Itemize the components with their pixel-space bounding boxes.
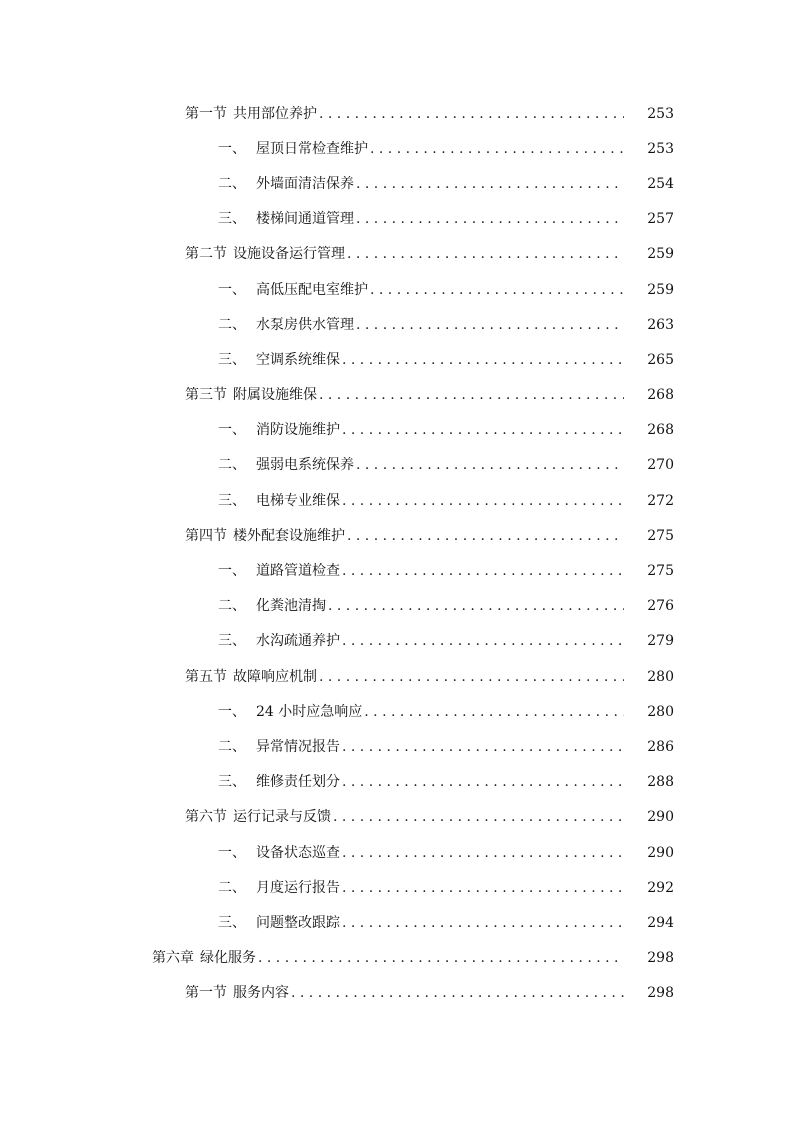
toc-entry-title: 绿化服务 bbox=[200, 950, 256, 967]
toc-dot-leader bbox=[370, 281, 624, 299]
toc-entry[interactable] bbox=[0, 800, 793, 835]
toc-entry[interactable] bbox=[0, 835, 793, 870]
toc-entry-number: 第二节 bbox=[185, 246, 227, 263]
toc-entry[interactable] bbox=[0, 342, 793, 377]
toc-dot-leader bbox=[342, 562, 624, 580]
toc-entry-title: 屋顶日常检查维护 bbox=[256, 140, 368, 157]
toc-entry[interactable] bbox=[0, 870, 793, 905]
toc-entry-page: 257 bbox=[647, 211, 674, 228]
toc-entry-number: 第五节 bbox=[185, 668, 227, 685]
toc-entry[interactable] bbox=[0, 272, 793, 307]
toc-entry[interactable] bbox=[0, 905, 793, 940]
toc-entry-title: 附属设施维保 bbox=[233, 387, 317, 404]
toc-entry-page: 253 bbox=[647, 105, 674, 122]
toc-entry-number: 一、 bbox=[218, 563, 246, 580]
toc-dot-leader bbox=[291, 984, 624, 1002]
toc-entry[interactable] bbox=[0, 729, 793, 764]
table-of-contents bbox=[0, 96, 793, 1011]
toc-entry-number: 三、 bbox=[218, 492, 246, 509]
toc-dot-leader bbox=[319, 668, 624, 686]
toc-entry-title: 异常情况报告 bbox=[256, 738, 340, 755]
toc-entry[interactable] bbox=[0, 659, 793, 694]
toc-entry-title: 故障响应机制 bbox=[233, 668, 317, 685]
toc-entry-page: 270 bbox=[647, 457, 674, 474]
toc-dot-leader bbox=[342, 773, 624, 791]
toc-entry-number: 一、 bbox=[218, 281, 246, 298]
toc-entry[interactable] bbox=[0, 483, 793, 518]
toc-entry-page: 268 bbox=[647, 422, 674, 439]
toc-entry-page: 275 bbox=[647, 563, 674, 580]
toc-entry[interactable] bbox=[0, 976, 793, 1011]
toc-entry-title: 楼梯间通道管理 bbox=[256, 211, 354, 228]
toc-dot-leader bbox=[342, 738, 624, 756]
toc-entry[interactable] bbox=[0, 378, 793, 413]
toc-entry[interactable] bbox=[0, 202, 793, 237]
toc-entry[interactable] bbox=[0, 166, 793, 201]
toc-entry[interactable] bbox=[0, 941, 793, 976]
toc-entry-page: 259 bbox=[647, 281, 674, 298]
toc-entry-title: 水泵房供水管理 bbox=[256, 316, 354, 333]
toc-entry-page: 292 bbox=[647, 879, 674, 896]
toc-entry-page: 272 bbox=[647, 492, 674, 509]
toc-entry-title: 设施设备运行管理 bbox=[233, 246, 345, 263]
toc-entry-title: 水沟疏通养护 bbox=[256, 633, 340, 650]
toc-entry[interactable] bbox=[0, 413, 793, 448]
toc-entry-page: 259 bbox=[647, 246, 674, 263]
toc-entry[interactable] bbox=[0, 694, 793, 729]
toc-dot-leader bbox=[333, 808, 624, 826]
toc-entry-page: 288 bbox=[647, 774, 674, 791]
toc-dot-leader bbox=[356, 456, 624, 474]
toc-entry-title: 24 小时应急响应 bbox=[256, 703, 363, 720]
toc-entry[interactable] bbox=[0, 448, 793, 483]
toc-entry-page: 275 bbox=[647, 527, 674, 544]
toc-dot-leader bbox=[356, 175, 624, 193]
toc-dot-leader bbox=[342, 351, 624, 369]
toc-entry-page: 263 bbox=[647, 316, 674, 333]
toc-dot-leader bbox=[342, 844, 624, 862]
toc-entry-title: 强弱电系统保养 bbox=[256, 457, 354, 474]
toc-entry-number: 一、 bbox=[218, 422, 246, 439]
toc-entry-number: 二、 bbox=[218, 738, 246, 755]
toc-entry-number: 二、 bbox=[218, 457, 246, 474]
toc-dot-leader bbox=[364, 703, 624, 721]
toc-entry[interactable] bbox=[0, 765, 793, 800]
toc-dot-leader bbox=[342, 492, 624, 510]
toc-dot-leader bbox=[347, 245, 624, 263]
toc-entry-page: 279 bbox=[647, 633, 674, 650]
toc-dot-leader bbox=[342, 632, 624, 650]
toc-entry-title: 消防设施维护 bbox=[256, 422, 340, 439]
toc-entry-number: 三、 bbox=[218, 633, 246, 650]
toc-entry-title: 问题整改跟踪 bbox=[256, 914, 340, 931]
toc-entry-title: 月度运行报告 bbox=[256, 879, 340, 896]
toc-entry-number: 三、 bbox=[218, 774, 246, 791]
toc-entry-number: 二、 bbox=[218, 175, 246, 192]
toc-entry-number: 一、 bbox=[218, 140, 246, 157]
toc-entry-page: 276 bbox=[647, 598, 674, 615]
toc-entry-page: 290 bbox=[647, 844, 674, 861]
toc-entry-title: 化粪池清掏 bbox=[256, 598, 326, 615]
toc-entry[interactable] bbox=[0, 624, 793, 659]
toc-entry-number: 一、 bbox=[218, 703, 246, 720]
toc-entry-number: 二、 bbox=[218, 879, 246, 896]
toc-entry-title: 外墙面清洁保养 bbox=[256, 175, 354, 192]
toc-dot-leader bbox=[328, 597, 624, 615]
toc-entry-title: 空调系统维保 bbox=[256, 351, 340, 368]
toc-entry-number: 第六节 bbox=[185, 809, 227, 826]
toc-entry-page: 298 bbox=[647, 950, 674, 967]
toc-entry[interactable] bbox=[0, 589, 793, 624]
toc-entry-number: 一、 bbox=[218, 844, 246, 861]
toc-entry-title: 电梯专业维保 bbox=[256, 492, 340, 509]
toc-dot-leader bbox=[342, 879, 624, 897]
toc-entry-title: 设备状态巡查 bbox=[256, 844, 340, 861]
toc-entry-title: 运行记录与反馈 bbox=[233, 809, 331, 826]
toc-entry-number: 第四节 bbox=[185, 527, 227, 544]
toc-entry-page: 254 bbox=[647, 175, 674, 192]
toc-entry-number: 第六章 bbox=[152, 950, 194, 967]
toc-entry-title: 维修责任划分 bbox=[256, 774, 340, 791]
toc-entry-number: 三、 bbox=[218, 914, 246, 931]
toc-entry-page: 286 bbox=[647, 738, 674, 755]
toc-entry-number: 三、 bbox=[218, 211, 246, 228]
toc-dot-leader bbox=[356, 210, 624, 228]
toc-dot-leader bbox=[319, 386, 624, 404]
toc-entry[interactable] bbox=[0, 518, 793, 553]
toc-entry-page: 294 bbox=[647, 914, 674, 931]
toc-dot-leader bbox=[319, 105, 624, 123]
toc-entry-title: 楼外配套设施维护 bbox=[233, 527, 345, 544]
toc-entry-title: 道路管道检查 bbox=[256, 563, 340, 580]
toc-entry-page: 280 bbox=[647, 703, 674, 720]
toc-entry[interactable] bbox=[0, 307, 793, 342]
toc-entry-title: 高低压配电室维护 bbox=[256, 281, 368, 298]
toc-entry[interactable] bbox=[0, 131, 793, 166]
toc-dot-leader bbox=[356, 316, 624, 334]
toc-entry[interactable] bbox=[0, 553, 793, 588]
toc-entry-number: 三、 bbox=[218, 351, 246, 368]
toc-entry-number: 第一节 bbox=[185, 105, 227, 122]
toc-entry[interactable] bbox=[0, 96, 793, 131]
toc-entry-title: 服务内容 bbox=[233, 985, 289, 1002]
toc-entry-number: 第三节 bbox=[185, 387, 227, 404]
toc-entry-page: 265 bbox=[647, 351, 674, 368]
toc-dot-leader bbox=[258, 949, 624, 967]
toc-entry-page: 280 bbox=[647, 668, 674, 685]
toc-entry-page: 290 bbox=[647, 809, 674, 826]
toc-entry-page: 268 bbox=[647, 387, 674, 404]
toc-entry-number: 第一节 bbox=[185, 985, 227, 1002]
toc-entry-page: 253 bbox=[647, 140, 674, 157]
toc-entry-number: 二、 bbox=[218, 598, 246, 615]
toc-entry-number: 二、 bbox=[218, 316, 246, 333]
toc-dot-leader bbox=[342, 914, 624, 932]
toc-entry-page: 298 bbox=[647, 985, 674, 1002]
toc-dot-leader bbox=[342, 421, 624, 439]
toc-entry-title: 共用部位养护 bbox=[233, 105, 317, 122]
toc-entry[interactable] bbox=[0, 237, 793, 272]
toc-dot-leader bbox=[370, 140, 624, 158]
toc-dot-leader bbox=[347, 527, 624, 545]
